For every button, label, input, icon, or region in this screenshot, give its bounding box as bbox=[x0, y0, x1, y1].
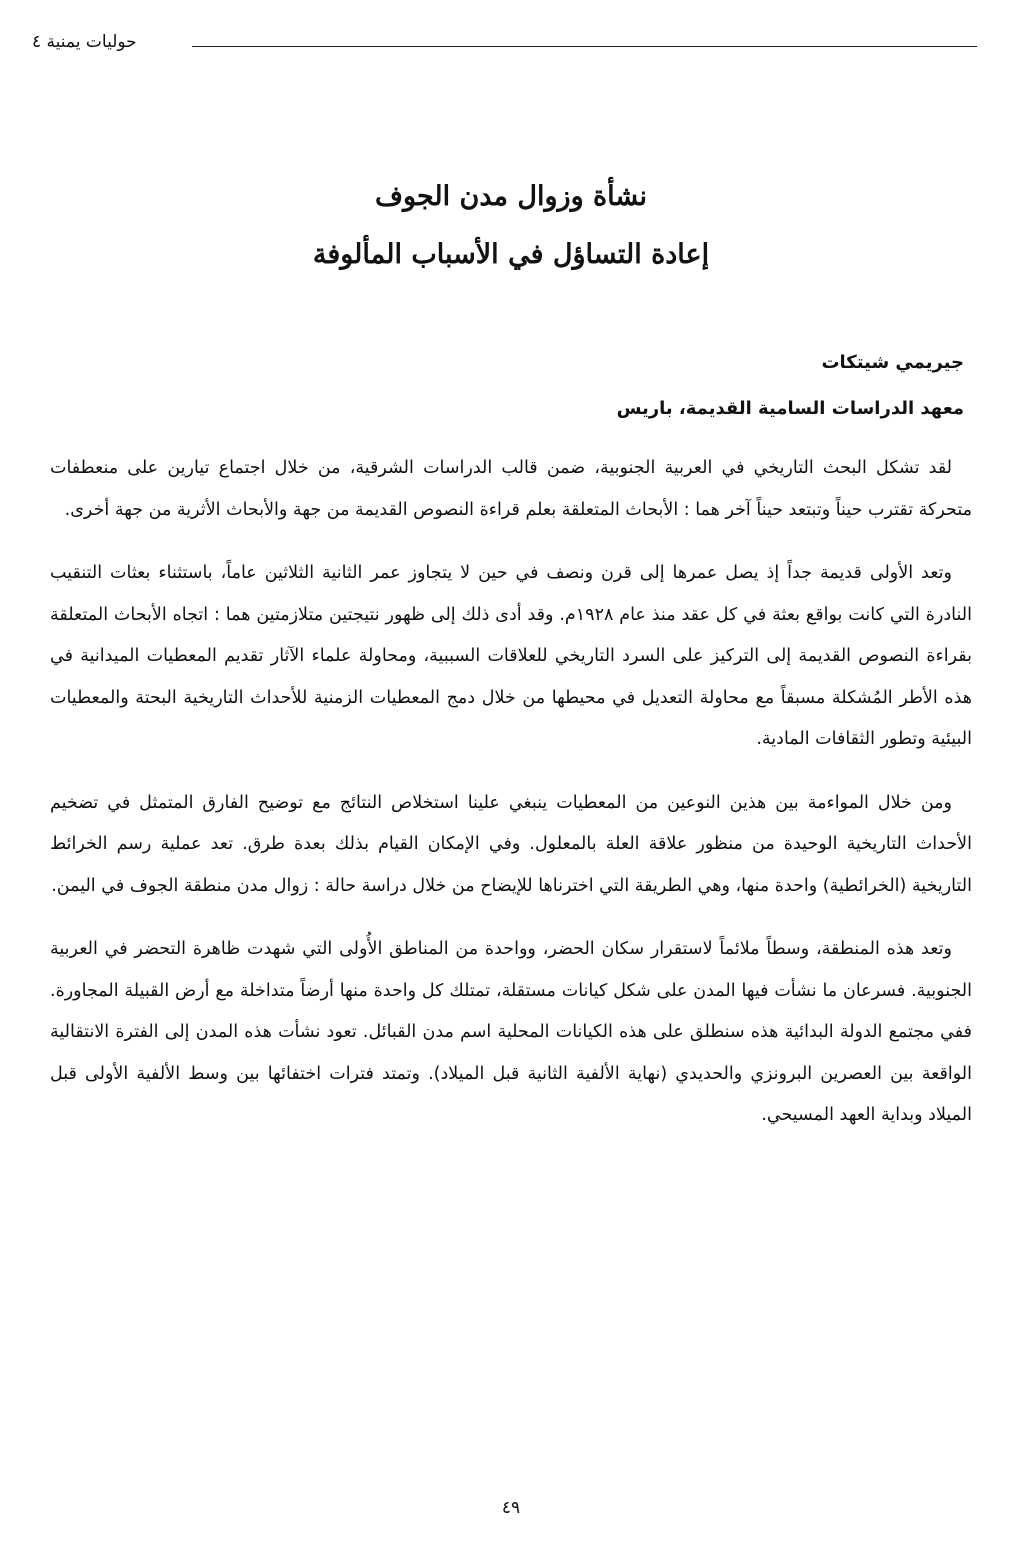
article-title: نشأة وزوال مدن الجوف bbox=[375, 181, 647, 212]
author-name: جيريمي شيتكات bbox=[821, 352, 964, 373]
author-block bbox=[264, 340, 964, 432]
article-title-block bbox=[0, 168, 1022, 284]
page-number: ٤٩ bbox=[501, 1498, 521, 1518]
header-rule bbox=[192, 46, 977, 47]
paragraph-2: وتعد الأولى قديمة جداً إذ يصل عمرها إلى قرن ونصف في حين لا يتجاوز عمر الثانية الثلاثين عاماً، باستثناء بعثات التنقيب النادرة التي كانت بواقع بعثة في كل عقد منذ عام ١٩٢٨م. وقد أدى ذلك إلى ظهور نتيجتين متلازمتين هما : اتجاه الأبحاث المتعلقة بقراءة النصوص القديمة إلى التركيز على السرد التاريخي للعلاقات السببية، ومحاولة علماء الآثار تقديم المعطيات الميدانية في هذه الأطر المُشكلة مسبقاً مع محاولة التعديل في محيطها من خلال دمج المعطيات الزمنية للأحداث التاريخية البحتة والمعطيات البيئية وتطور الثقافات المادية. bbox=[50, 563, 972, 749]
paragraph-3: ومن خلال المواءمة بين هذين النوعين من المعطيات ينبغي علينا استخلاص النتائج مع توضيح الفارق المتمثل في تضخيم الأحداث التاريخية الوحيدة من منظور علاقة العلة بالمعلول. وفي الإمكان القيام بذلك بعدة طرق. تعد عملية رسم الخرائط التاريخية (الخرائطية) واحدة منها، وهي الطريقة التي اخترناها للإيضاح من خلال دراسة حالة : زوال مدن منطقة الجوف في اليمن. bbox=[50, 792, 972, 896]
journal-title: حوليات يمنية ٤ bbox=[32, 32, 137, 52]
paragraph-1: لقد تشكل البحث التاريخي في العربية الجنوبية، ضمن قالب الدراسات الشرقية، من خلال اجتماع تيارين على منعطفات متحركة تقترب حيناً وتبتعد حيناً آخر هما : الأبحاث المتعلقة بعلم قراءة النصوص القديمة من جهة والأبحاث الأثرية من جهة أخرى. bbox=[50, 458, 972, 520]
running-header bbox=[32, 30, 977, 58]
article-body bbox=[50, 448, 972, 1159]
paragraph-4: وتعد هذه المنطقة، وسطاً ملائماً لاستقرار سكان الحضر، وواحدة من المناطق الأُولى التي شهدت ظاهرة التحضر في العربية الجنوبية. فسرعان ما نشأت فيها المدن على شكل كيانات مستقلة، تمتلك كل واحدة منها أرضاً متداخلة مع أرض القبيلة المجاورة. ففي مجتمع الدولة البدائية هذه سنطلق على هذه الكيانات المحلية اسم مدن القبائل. تعود نشأت هذه المدن إلى الفترة الانتقالية الواقعة بين العصرين البرونزي والحديدي (نهاية الألفية الثانية قبل الميلاد). وتمتد فترات اختفائها بين وسط الألفية الأولى قبل الميلاد وبداية العهد المسيحي. bbox=[50, 939, 972, 1125]
article-subtitle: إعادة التساؤل في الأسباب المألوفة bbox=[312, 239, 710, 270]
author-affiliation: معهد الدراسات السامية القديمة، باريس bbox=[616, 398, 964, 419]
